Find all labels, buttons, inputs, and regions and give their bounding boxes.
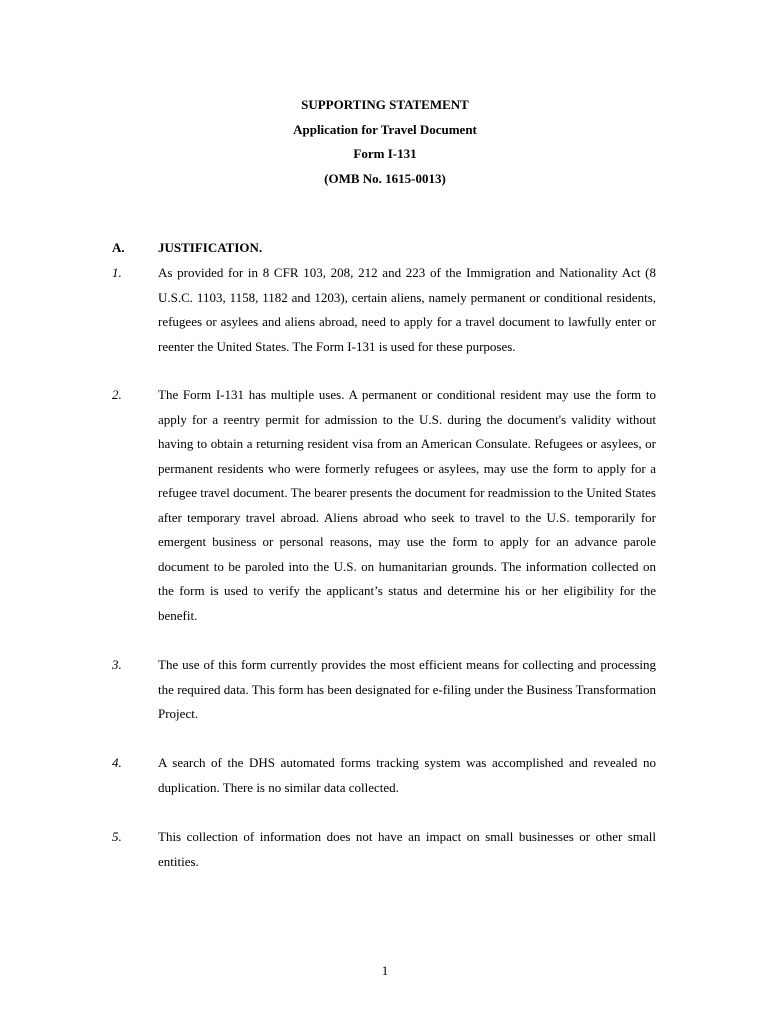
item-number: 2. — [112, 387, 122, 402]
title-supporting-statement: SUPPORTING STATEMENT — [301, 97, 469, 112]
document-title-block — [0, 93, 770, 191]
title-form-name: Application for Travel Document — [293, 121, 477, 137]
item-number: 4. — [112, 755, 122, 770]
item-text: As provided for in 8 CFR 103, 208, 212 and 223 of the Immigration and Nationality Act (8 U.S.C. 1103, 1158, 1182 and 1203), certain aliens, namely permanent or conditional residents, refugees or asylees and aliens abroad, need to apply for a travel document to lawfully enter or reenter the United States. The Form I-131 is used for these purposes. — [158, 265, 656, 354]
title-form-number: Form I-131 — [353, 146, 417, 161]
page-number: 1 — [381, 963, 389, 978]
item-text: A search of the DHS automated forms tracking system was accomplished and revealed no duplication. There is no similar data collected. — [158, 755, 656, 795]
item-number: 1. — [112, 265, 122, 280]
section-title: JUSTIFICATION. — [158, 240, 263, 255]
item-text: The Form I-131 has multiple uses. A permanent or conditional resident may use the form to apply for a reentry permit for admission to the U.S. during the document's validity without having to obtain a returning resident visa from an American Consulate. Refugees or asylees, or permanent residents who were formerly refugees or asylees, may use the form to apply for a refugee travel document. The bearer presents the document for readmission to the United States after temporary travel abroad. Aliens abroad who seek to travel to the U.S. temporarily for emergent business or personal reasons, may use the form to apply for an advance parole document to be paroled into the U.S. on humanitarian grounds. The information collected on the form is used to verify the applicant’s status and determine his or her eligibility for the benefit. — [158, 387, 656, 623]
item-text: This collection of information does not have an impact on small businesses or other small entities. — [158, 829, 656, 869]
section-letter: A. — [112, 240, 125, 255]
item-number: 5. — [112, 829, 122, 844]
title-omb-number: (OMB No. 1615-0013) — [324, 170, 446, 186]
item-number: 3. — [112, 657, 122, 672]
item-text: The use of this form currently provides the most efficient means for collecting and processing the required data. This form has been designated for e-filing under the Business Transformation Project. — [158, 657, 656, 721]
